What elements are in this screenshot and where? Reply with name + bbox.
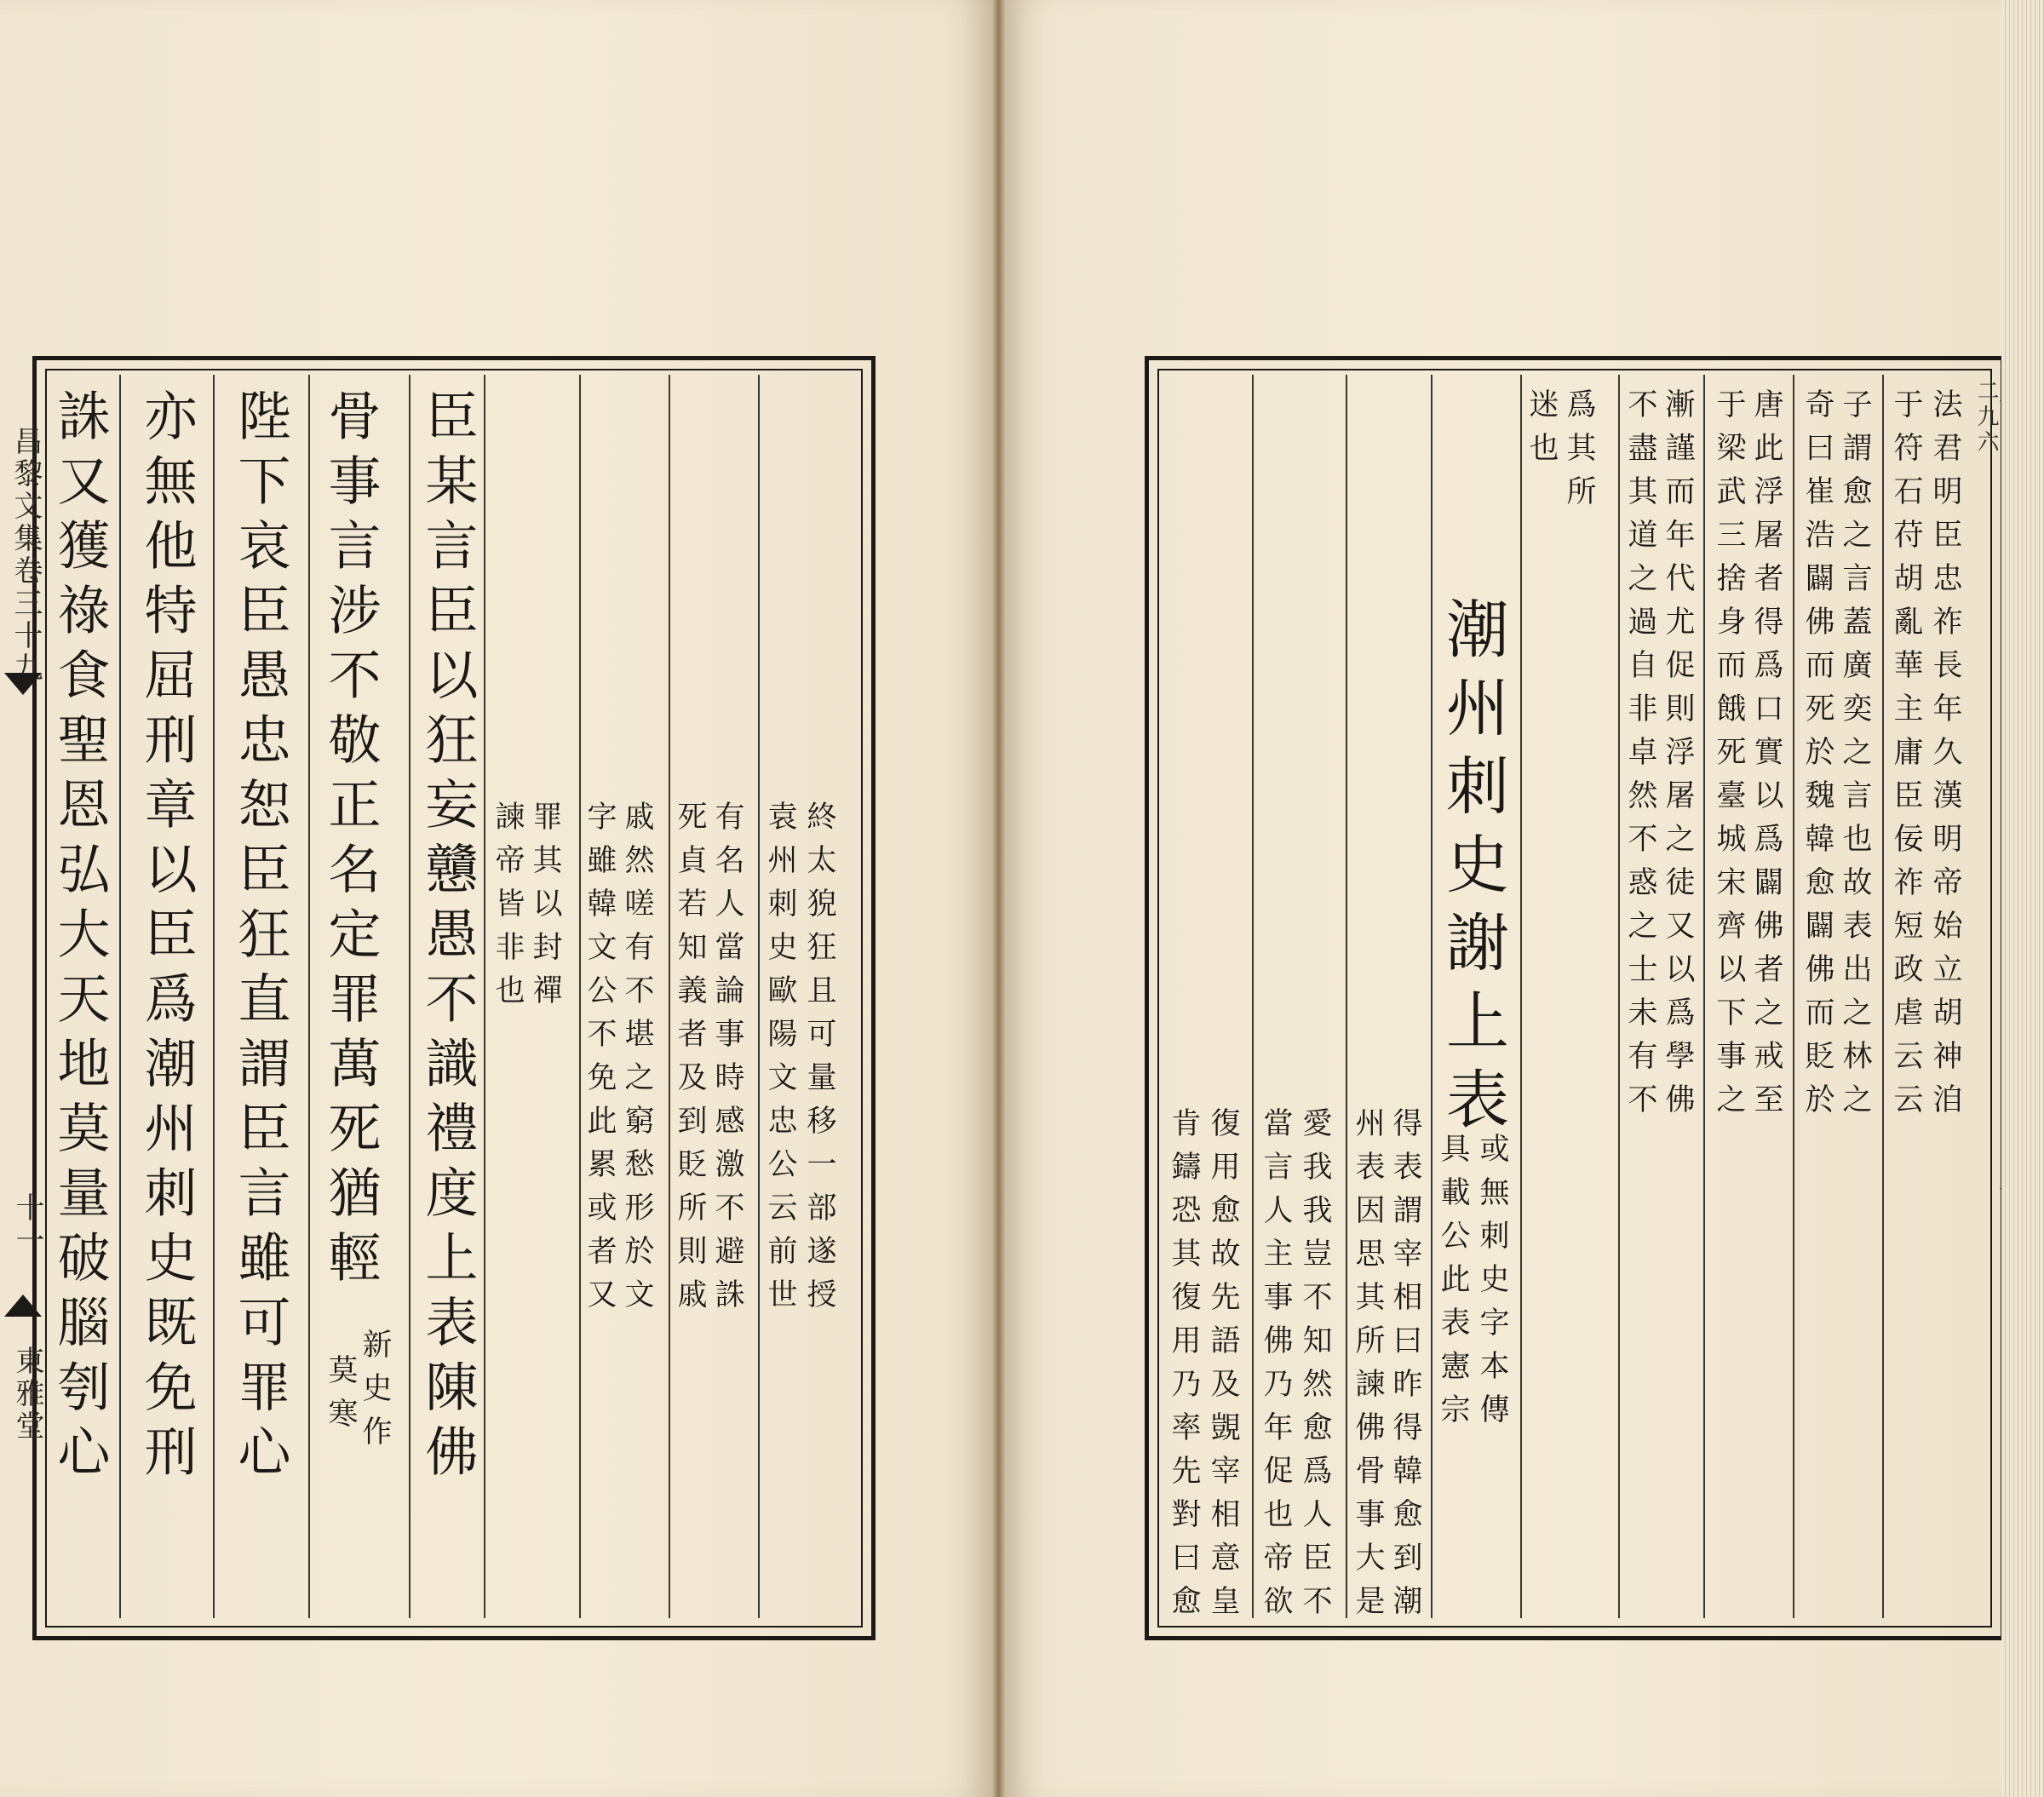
right-upper-note-3a: 于梁武三捨身而餓死臺城宋齊以下事之 bbox=[1712, 388, 1746, 1127]
right-lower-note-3b: 得表謂宰相曰昨得韓愈到潮 bbox=[1388, 1107, 1422, 1628]
title-note-b: 或無刺史字本傳 bbox=[1475, 1133, 1509, 1437]
left-fish-number: 十一 bbox=[10, 1192, 44, 1257]
right-lower-note-3a: 州表因思其所諫佛骨事大是 bbox=[1351, 1107, 1385, 1628]
title-note-a: 具載公此表憲宗 bbox=[1436, 1133, 1470, 1437]
left-main-column-4: 骨事言涉不敬正名定罪萬死猶輕 bbox=[319, 388, 382, 1295]
left-fish-tail-icon bbox=[4, 673, 42, 695]
right-upper-note-5b: 爲其所 bbox=[1562, 388, 1596, 519]
left-side-publisher: 東雅堂 bbox=[10, 1346, 44, 1443]
left-note-2a: 字雖韓文公不免此累或者又 bbox=[583, 801, 617, 1322]
left-column-4-note-b: 新史作 bbox=[358, 1329, 392, 1459]
right-page-number: 二九六 bbox=[1973, 379, 1999, 456]
left-page bbox=[0, 0, 992, 1797]
right-upper-note-2b: 子謂愈之言蓋廣奕之言也故表出之林之 bbox=[1838, 388, 1872, 1127]
left-note-3a: 死貞若知義者及到貶所則戚 bbox=[673, 801, 707, 1322]
right-lower-note-1b: 復用愈故先語及覬宰相意皇 bbox=[1206, 1107, 1240, 1628]
right-page bbox=[1005, 0, 2001, 1797]
left-note-1b: 罪其以封禪 bbox=[528, 801, 562, 1018]
left-main-column-5-text: 臣某言臣以狂妄戇愚不識禮度上表陳佛 bbox=[416, 388, 479, 1489]
right-lower-note-1a: 肯鑄恐其復用乃率先對曰愈 bbox=[1167, 1107, 1201, 1628]
left-column-4-note-a: 莫寒 bbox=[324, 1354, 358, 1441]
right-lower-note-2a: 當言人主事佛乃年促也帝欲 bbox=[1259, 1107, 1293, 1628]
right-upper-note-3b: 唐此浮屠者得爲口實以爲闢佛者之戒至 bbox=[1749, 388, 1783, 1127]
essay-title: 潮州刺史謝上表 bbox=[1436, 596, 1509, 1145]
page-stack-edge bbox=[2001, 0, 2044, 1797]
left-side-label: 昌黎文集卷三十九 bbox=[9, 426, 43, 685]
right-upper-note-4a: 不盡其道之過自非卓然不惑之士未有不 bbox=[1623, 388, 1657, 1127]
right-upper-note-1a: 于符石苻胡亂華主庸臣佞祚短政虐云云 bbox=[1889, 388, 1923, 1127]
left-note-4a: 袁州刺史歐陽文忠公云前世 bbox=[763, 801, 797, 1322]
right-upper-note-4b: 漸謹而年代尤促則浮屠之徒又以爲學佛 bbox=[1661, 388, 1695, 1127]
left-note-1a: 諫帝皆非也 bbox=[491, 801, 525, 1018]
left-note-4b: 終太㹸狂且可量移一部遂授 bbox=[802, 801, 836, 1322]
right-lower-note-2b: 愛我我豈不知然愈爲人臣不 bbox=[1298, 1107, 1332, 1628]
left-main-column-2: 亦無他特屈刑章以臣爲潮州刺史既免刑 bbox=[135, 388, 198, 1489]
left-fish-head-icon bbox=[4, 1295, 42, 1317]
right-upper-note-5a: 迷也 bbox=[1524, 388, 1559, 475]
left-main-column-1: 誅又獲祿食聖恩弘大天地莫量破腦刳心 bbox=[49, 388, 111, 1489]
left-note-3b: 有名人當論事時感激不避誅 bbox=[710, 801, 744, 1322]
left-main-column-3: 陛下哀臣愚忠恕臣狂直謂臣言雖可罪心 bbox=[229, 388, 291, 1489]
right-upper-note-2a: 奇曰崔浩闢佛而死於魏韓愈闢佛而貶於 bbox=[1800, 388, 1834, 1127]
right-upper-note-1b: 法君明臣忠祚長年久漢明帝始立胡神洎 bbox=[1928, 388, 1962, 1127]
left-note-2b: 戚然嗟有不堪之窮愁形於文 bbox=[620, 801, 654, 1322]
book-gutter bbox=[992, 0, 1005, 1797]
